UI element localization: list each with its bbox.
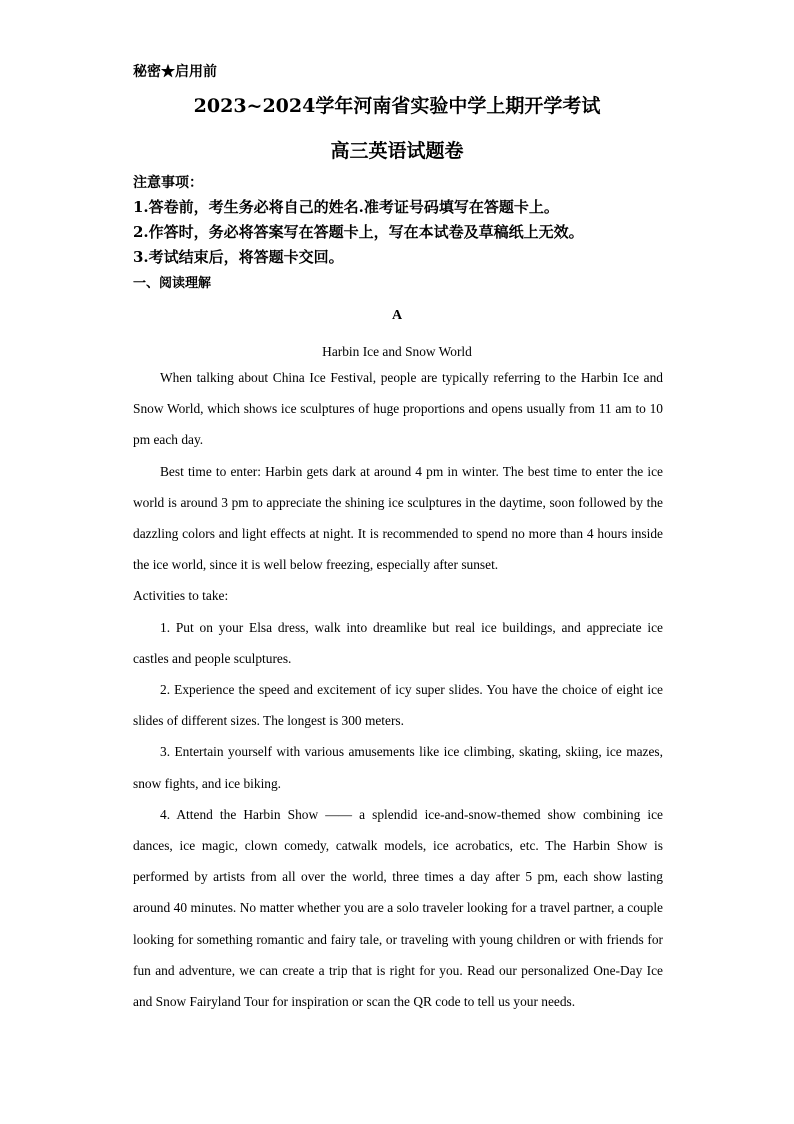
note-item: 3.考试结束后，将答题卡交回。 [133,248,344,266]
passage-body [133,362,663,1017]
exam-title: 2023~2024学年河南省实验中学上期开学考试 [193,95,601,117]
note-item: 2.作答时，务必将答案写在答题卡上，写在本试卷及草稿纸上无效。 [133,223,584,241]
paragraph: When talking about China Ice Festival, people are typically referring to the Harbin Ice and Snow World, which shows ice sculptures of huge proportions and opens usually from 11 am to 10 pm each day. [133,370,663,448]
paragraph: Best time to enter: Harbin gets dark at around 4 pm in winter. The best time to enter the ice world is around 3 pm to appreciate the shining ice sculptures in the daytime, soon followed by the dazzling colors and light effects at night. It is recommended to spend no more than 4 hours inside the ice world, since it is well below freezing, especially after sunset. [133,463,663,573]
paragraph: 3. Entertain yourself with various amusements like ice climbing, skating, skiing, ice mazes, snow fights, and ice biking. [133,744,663,791]
passage-label: A [391,308,403,323]
exam-subtitle: 高三英语试题卷 [330,140,464,162]
note-item: 1.答卷前，考生务必将自己的姓名.准考证号码填写在答题卡上。 [133,198,559,216]
section-title: 一、阅读理解 [133,276,212,291]
paragraph: 1. Put on your Elsa dress, walk into dreamlike but real ice buildings, and appreciate ice castles and people sculptures. [133,619,663,666]
notes-heading: 注意事项： [133,175,203,191]
paragraph: 4. Attend the Harbin Show —— a splendid ice-and-snow-themed show combining ice dances, ice magic, clown comedy, catwalk models, ice acrobatics, etc. The Harbin Show is performed by artists from all over the world, three times a day after 5 pm, each show lasting around 40 minutes. No matter whether you are a solo traveler looking for a travel partner, a couple looking for something romantic and fairy tale, or traveling with young children or with friends for fun and adventure, we can create a trip that is right for you. Read our personalized One-Day Ice and Snow Fairyland Tour for inspiration or scan the QR code to tell us your needs. [133,806,663,1010]
paragraph: 2. Experience the speed and excitement of icy super slides. You have the choice of eight ice slides of different sizes. The longest is 300 meters. [133,682,663,729]
paragraph: Activities to take: [133,588,229,604]
confidentiality-mark: 秘密★启用前 [133,64,217,80]
passage-title: Harbin Ice and Snow World [322,344,472,359]
